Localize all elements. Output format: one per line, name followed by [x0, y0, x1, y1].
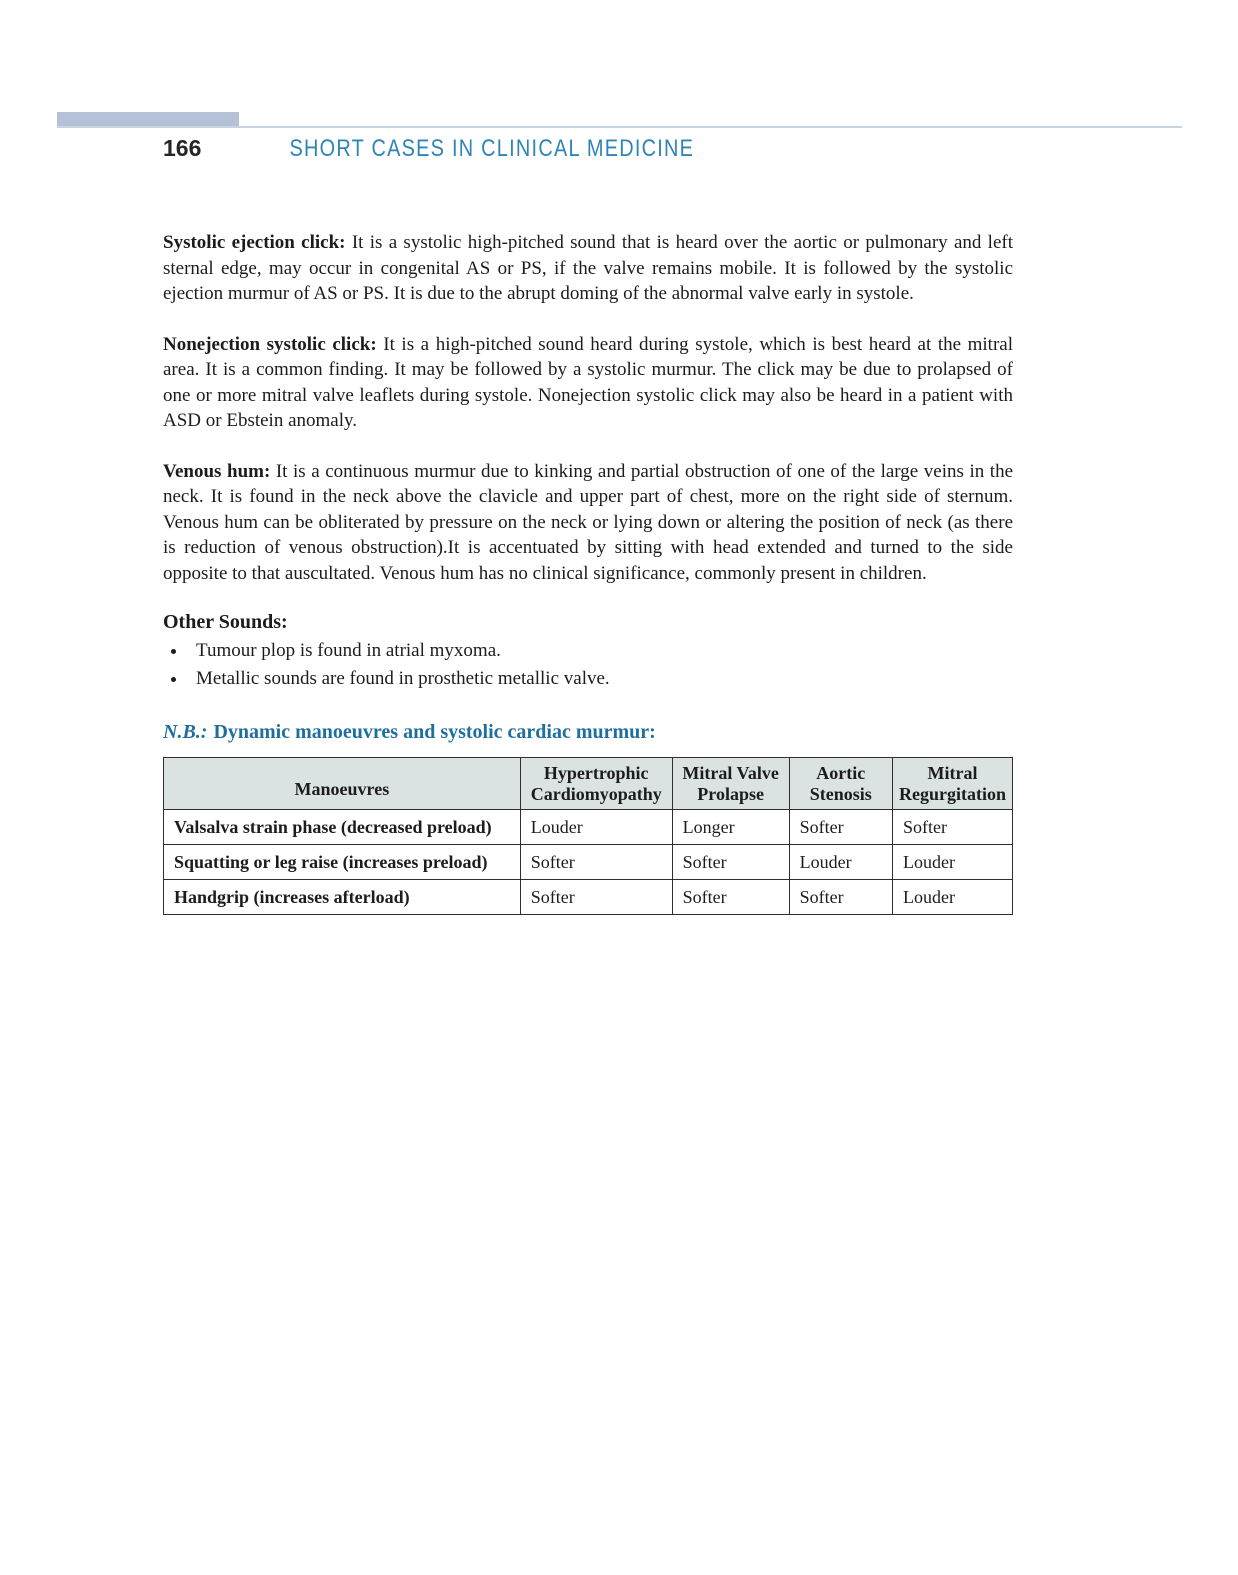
table-cell: Softer [892, 810, 1012, 845]
paragraph-lead: Venous hum: [163, 460, 271, 482]
row-label: Squatting or leg raise (increases preload) [164, 845, 521, 880]
table-cell: Softer [520, 845, 672, 880]
table-cell: Softer [672, 880, 789, 915]
table-header-hypertrophic-cardiomyopathy: Hypertrophic Cardiomyopathy [520, 758, 672, 810]
nb-label: N.B.: [163, 721, 208, 743]
page-content [163, 230, 1013, 915]
list-item [163, 665, 1013, 693]
paragraph-nonejection-systolic-click [163, 332, 1013, 434]
table-row-valsalva [164, 810, 1013, 845]
paragraph-body: It is a continuous murmur due to kinking and partial obstruction of one of the large veins in the neck. It is found in the neck above the clavicle and upper part of chest, more on the right side of sternum. Venous hum can be obliterated by pressure on the neck or lying down or altering the position of neck (as there is reduction of venous obstruction).It is accentuated by sitting with head extended and turned to the side opposite to that auscultated. Venous hum has no clinical significance, commonly present in children. [163, 460, 1013, 584]
dynamic-manoeuvres-table [163, 757, 1013, 915]
bullet-icon [171, 677, 176, 682]
paragraph-systolic-ejection-click [163, 230, 1013, 307]
paragraph-body: It is a high-pitched sound heard during systole, which is best heard at the mitral area. It is a common finding. It may be followed by a systolic murmur. The click may be due to prolapsed of one or more mitral valve leaflets during systole. Nonejection systolic click may also be heard in a patient with ASD or Ebstein anomaly. [163, 333, 1013, 431]
table-cell: Softer [520, 880, 672, 915]
table-cell: Longer [672, 810, 789, 845]
other-sounds-list [163, 637, 1013, 693]
paragraph-body: It is a systolic high-pitched sound that is heard over the aortic or pulmonary and left sternal edge, may occur in congenital AS or PS, if the valve remains mobile. It is followed by the systolic ejection murmur of AS or PS. It is due to the abrupt doming of the abnormal valve early in systole. [163, 232, 1014, 304]
table-header-manoeuvres: Manoeuvres [164, 758, 521, 810]
paragraph-venous-hum [163, 459, 1013, 587]
running-head [163, 135, 736, 163]
table-row-squatting [164, 845, 1013, 880]
table-row-handgrip [164, 880, 1013, 915]
row-label: Valsalva strain phase (decreased preload) [164, 810, 521, 845]
nb-heading [163, 721, 1013, 744]
table-cell: Softer [672, 845, 789, 880]
paragraph-lead: Systolic ejection click: [163, 232, 346, 253]
list-item [163, 637, 1013, 665]
nb-title: Dynamic manoeuvres and systolic cardiac murmur: [213, 721, 656, 743]
table-cell: Softer [789, 880, 892, 915]
table-cell: Louder [892, 880, 1012, 915]
list-item-text: Tumour plop is found in atrial myxoma. [196, 640, 501, 661]
paragraph-lead: Nonejection systolic click: [163, 333, 377, 355]
header-accent-bar [57, 112, 239, 127]
table-header-aortic-stenosis: Aortic Stenosis [789, 758, 892, 810]
other-sounds-heading: Other Sounds: [163, 611, 288, 633]
row-label: Handgrip (increases afterload) [164, 880, 521, 915]
table-cell: Softer [789, 810, 892, 845]
table-header-mitral-valve-prolapse: Mitral Valve Prolapse [672, 758, 789, 810]
page-number: 166 [163, 135, 202, 161]
header-rule [57, 126, 1182, 128]
book-title: SHORT CASES IN CLINICAL MEDICINE [289, 135, 695, 162]
table-header-row [164, 758, 1013, 810]
bullet-icon [171, 649, 176, 654]
table-cell: Louder [789, 845, 892, 880]
table-header-mitral-regurgitation: Mitral Regurgitation [892, 758, 1012, 810]
table-cell: Louder [892, 845, 1012, 880]
list-item-text: Metallic sounds are found in prosthetic metallic valve. [196, 668, 610, 689]
table-cell: Louder [520, 810, 672, 845]
